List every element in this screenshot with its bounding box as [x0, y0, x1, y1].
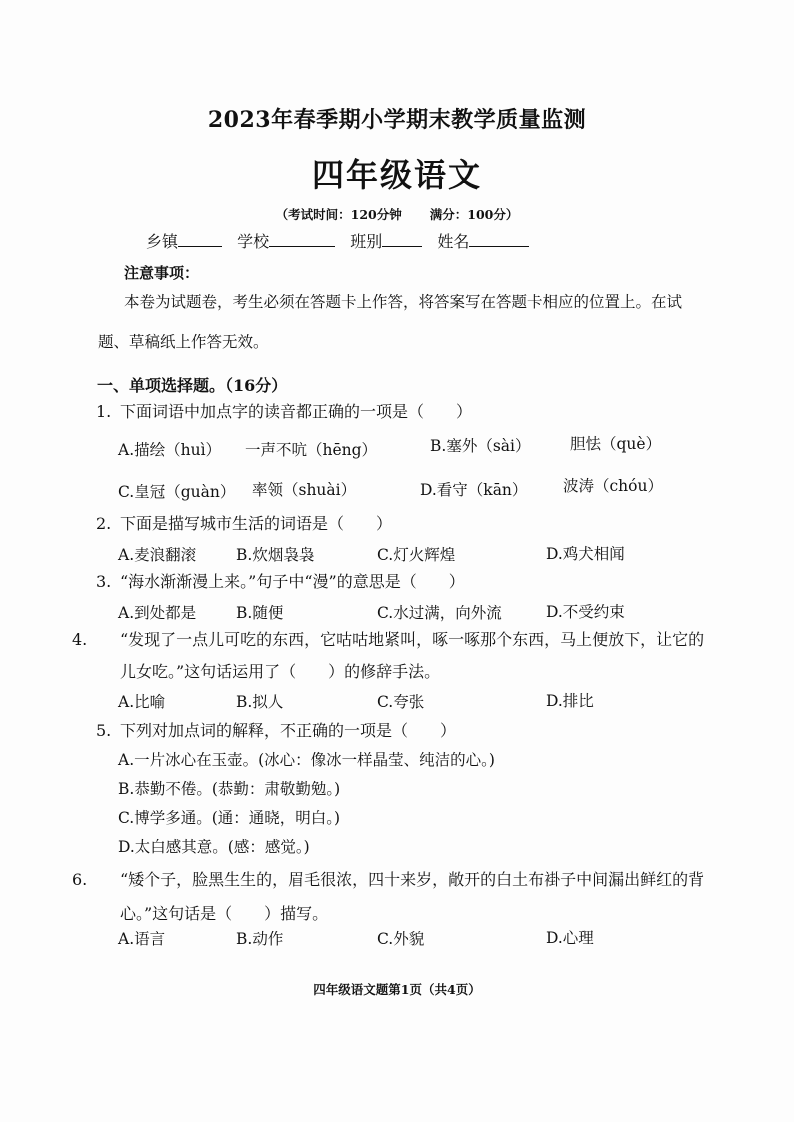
question-stem: 下列对加点词的解释，不正确的一项是（ ） [120, 721, 457, 740]
q1-option-a-2: 一声不吭（hēng） [245, 441, 378, 459]
q6-option-c[interactable]: C.外貌 [377, 930, 425, 948]
question-number: 1. [96, 402, 112, 421]
q6-option-a[interactable]: A.语言 [118, 930, 166, 948]
q3-option-a[interactable]: A.到处都是 [118, 604, 197, 622]
name-blank[interactable] [469, 232, 529, 247]
name-field[interactable] [437, 229, 529, 252]
q1-option-b[interactable]: B.塞外（sài） [430, 437, 531, 455]
question-2 [96, 507, 696, 541]
q4-option-d[interactable]: D.排比 [546, 692, 594, 710]
question-number: 2. [96, 514, 112, 533]
town-blank[interactable] [178, 232, 222, 247]
exam-info [0, 205, 794, 223]
question-5 [96, 714, 696, 748]
town-label: 乡镇 [146, 232, 179, 251]
question-number: 3. [96, 572, 112, 591]
q1-option-c-2: 率领（shuài） [252, 481, 357, 499]
student-info-fields [146, 229, 539, 252]
class-field[interactable] [350, 229, 422, 252]
q5-option-b[interactable]: B.恭勤不倦。(恭勤：肃敬勤勉。) [118, 780, 341, 798]
question-number: 6. [72, 870, 88, 889]
notice-title: 注意事项： [124, 264, 200, 282]
question-stem: 下面词语中加点字的读音都正确的一项是（ ） [120, 402, 473, 421]
school-field[interactable] [237, 229, 335, 252]
q4-option-c[interactable]: C.夸张 [377, 693, 425, 711]
q3-option-d[interactable]: D.不受约束 [546, 603, 625, 621]
question-stem: “发现了一点儿可吃的东西，它咕咕地紧叫，啄一啄那个东西，马上便放下，让它的儿女吃。”这句话运用了（ ）的修辞手法。 [120, 630, 705, 681]
class-label: 班别 [350, 232, 383, 251]
question-3 [96, 565, 696, 599]
q1-option-c[interactable]: C.皇冠（guàn） [118, 483, 236, 501]
q6-option-b[interactable]: B.动作 [236, 930, 284, 948]
question-4 [72, 624, 710, 688]
q5-option-c[interactable]: C.博学多通。(通：通晓，明白。) [118, 809, 341, 827]
school-blank[interactable] [269, 232, 335, 247]
exam-subject: 四年级语文 [311, 156, 482, 194]
q1-option-b-2: 胆怯（què） [570, 435, 662, 453]
q2-option-c[interactable]: C.灯火辉煌 [377, 546, 456, 564]
question-stem: “海水渐渐漫上来。”句子中“漫”的意思是（ ） [120, 572, 465, 591]
question-stem: 下面是描写城市生活的词语是（ ） [120, 514, 393, 533]
q4-option-b[interactable]: B.拟人 [236, 693, 284, 711]
town-field[interactable] [146, 229, 222, 252]
class-blank[interactable] [382, 232, 422, 247]
q5-option-a[interactable]: A.一片冰心在玉壶。(冰心：像冰一样晶莹、纯洁的心。) [118, 751, 495, 769]
q5-option-d[interactable]: D.太白感其意。(感：感觉。) [118, 838, 310, 856]
q2-option-d[interactable]: D.鸡犬相闻 [546, 545, 625, 563]
q1-option-d[interactable]: D.看守（kān） [420, 481, 528, 499]
q1-option-a[interactable]: A.描绘（huì） [118, 441, 222, 459]
exam-time: （考试时间：120分钟 [275, 207, 402, 222]
q1-option-d-2: 波涛（chóu） [563, 477, 663, 495]
question-1 [96, 395, 696, 429]
question-6 [72, 863, 710, 931]
section-1-title: 一、单项选择题。（16分） [97, 376, 288, 395]
exam-score: 满分：100分） [429, 207, 519, 222]
school-label: 学校 [237, 232, 270, 251]
question-stem: “矮个子，脸黑生生的，眉毛很浓，四十来岁，敞开的白土布褂子中间漏出鲜红的背心。”这句话是（ ）描写。 [120, 870, 705, 923]
q3-option-b[interactable]: B.随便 [236, 604, 284, 622]
q3-option-c[interactable]: C.水过满，向外流 [377, 604, 502, 622]
notice-body: 本卷为试题卷，考生必须在答题卡上作答，将答案写在答题卡相应的位置上。在试题、草稿纸上作答无效。 [98, 293, 683, 351]
question-number: 4. [72, 630, 88, 649]
question-number: 5. [96, 721, 112, 740]
page-footer: 四年级语文题第1页（共4页） [313, 982, 481, 997]
q2-option-a[interactable]: A.麦浪翻滚 [118, 546, 197, 564]
name-label: 姓名 [437, 232, 470, 251]
q2-option-b[interactable]: B.炊烟袅袅 [236, 546, 315, 564]
q6-option-d[interactable]: D.心理 [546, 929, 594, 947]
exam-title: 2023年春季期小学期末教学质量监测 [207, 107, 587, 133]
q4-option-a[interactable]: A.比喻 [118, 693, 166, 711]
